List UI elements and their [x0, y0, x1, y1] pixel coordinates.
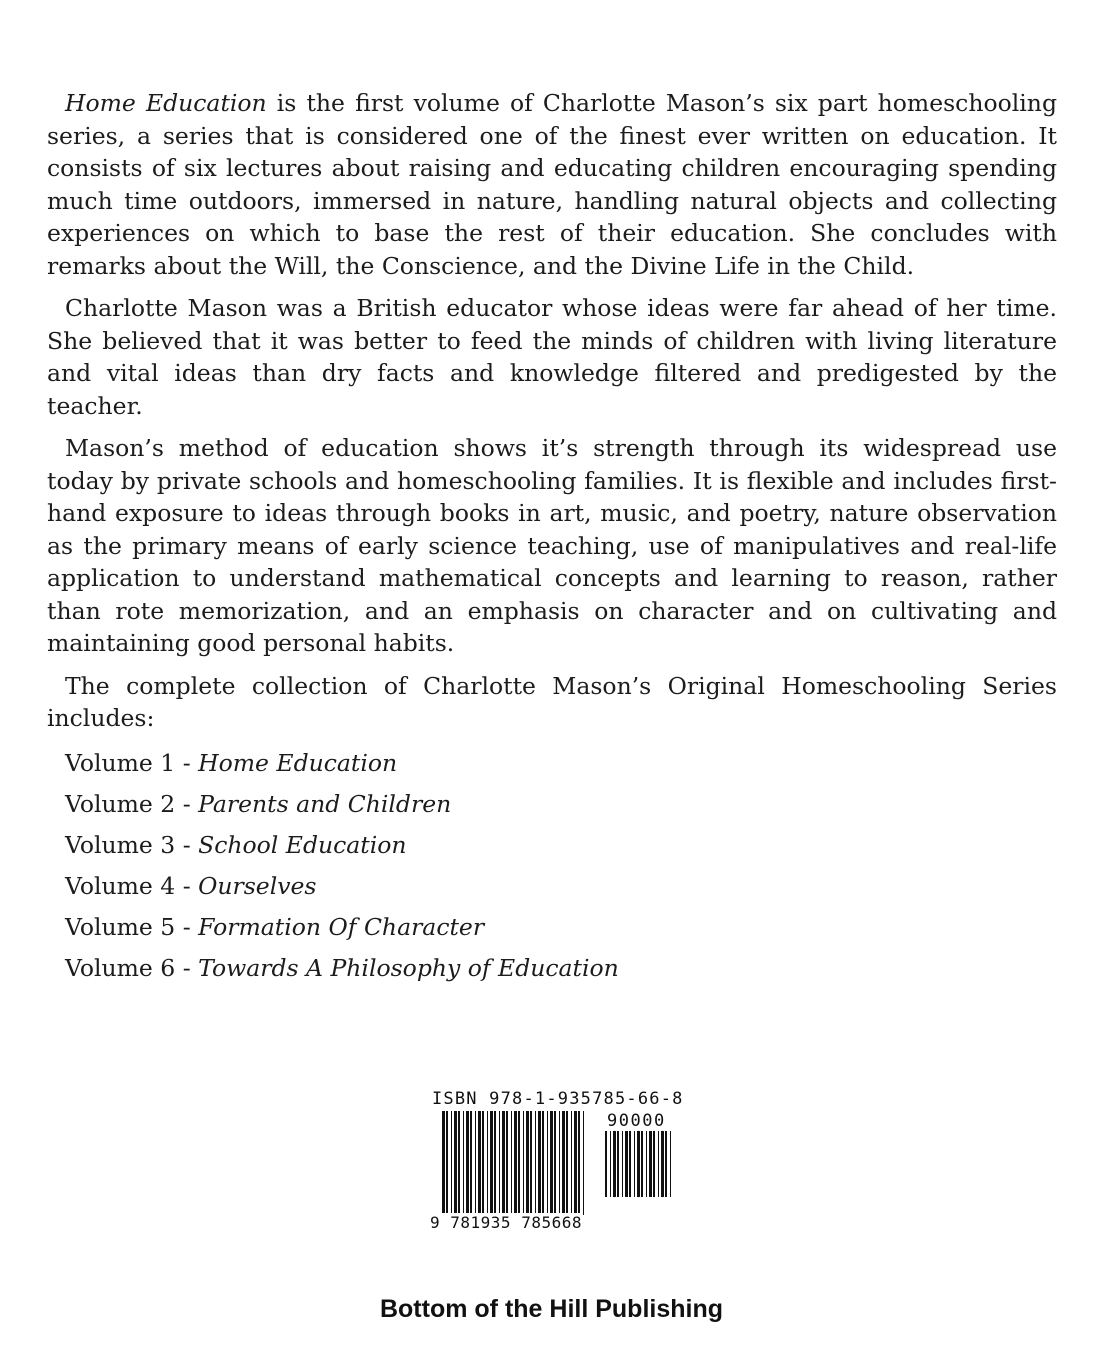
barcode-bar [526, 1111, 529, 1215]
barcode-bar [478, 1111, 481, 1215]
barcode-bar [470, 1111, 472, 1215]
barcode-bar [605, 1131, 607, 1197]
barcode-bar [535, 1111, 536, 1215]
paragraph-collection: The complete collection of Charlotte Mason’s Original Homeschooling Series includes: [47, 671, 1057, 732]
list-item: Volume 1 - Home Education [65, 748, 398, 777]
barcode-bar [511, 1111, 512, 1215]
barcode-bar [502, 1111, 505, 1215]
barcode-bar [670, 1131, 671, 1197]
barcode-bar [547, 1111, 548, 1215]
addon-barcode [605, 1131, 675, 1231]
barcode-bar [458, 1111, 460, 1215]
barcode-bar [487, 1111, 488, 1215]
isbn-text: ISBN 978-1-935785-66-8 [432, 1089, 684, 1109]
barcode-bar [454, 1111, 457, 1215]
barcode-bar [506, 1111, 508, 1215]
barcode-bar [475, 1111, 476, 1215]
barcode-bar [523, 1111, 524, 1215]
barcode-bar [499, 1111, 500, 1215]
barcode-bar [559, 1111, 560, 1215]
list-item: Volume 6 - Towards A Philosophy of Education [65, 953, 619, 982]
barcode-bar [610, 1131, 611, 1197]
barcode-bar [451, 1111, 452, 1215]
barcode-bar [646, 1131, 647, 1197]
barcode-bar [530, 1111, 532, 1215]
paragraph-intro: Home Education is the first volume of Charlotte Mason’s six part homeschooling series, a series that is considered one of the finest ever written on education. It consists of six lectures about raising and educating children encouraging spending much time outdoors, immersed in nature, handling natural objects and collecting experiences on which to base the rest of their education. She concludes with remarks about the Will, the Conscience, and the Divine Life in the Child. [47, 89, 1057, 280]
barcode-bar [613, 1131, 616, 1197]
barcode-bar [514, 1111, 517, 1229]
barcode-bar [562, 1111, 565, 1215]
barcode-bar [658, 1131, 659, 1197]
barcode-bar [583, 1111, 584, 1215]
barcode-bar [649, 1131, 652, 1197]
barcode-bar [574, 1111, 577, 1215]
barcode-bar [566, 1111, 568, 1215]
list-item: Volume 2 - Parents and Children [65, 789, 452, 818]
barcode-bar [518, 1111, 520, 1229]
barcode-bar [542, 1111, 544, 1215]
barcode-bar [661, 1131, 664, 1197]
barcode-bar [625, 1131, 628, 1197]
ean-digits: 9 781935 785668 [430, 1213, 582, 1232]
barcode-bar [637, 1131, 640, 1197]
barcode-bar [442, 1111, 445, 1229]
price-addon-digits: 90000 [607, 1111, 666, 1131]
barcode-bar [550, 1111, 553, 1215]
book-description [47, 87, 1057, 989]
barcode-bar [665, 1131, 667, 1197]
list-item: Volume 4 - Ourselves [65, 871, 317, 900]
barcode-bar [629, 1131, 631, 1197]
list-item: Volume 3 - School Education [65, 830, 407, 859]
barcode-bar [466, 1111, 469, 1215]
barcode-bar [578, 1111, 580, 1215]
barcode-bar [490, 1111, 493, 1215]
barcode-bar [571, 1111, 572, 1215]
book-title-inline: Home Education [65, 89, 267, 117]
barcode-bar [482, 1111, 484, 1215]
barcode-bar [617, 1131, 619, 1197]
barcode-bar [622, 1131, 623, 1197]
barcode-bar [653, 1131, 655, 1197]
barcode-bar [494, 1111, 496, 1215]
barcode-bar [554, 1111, 556, 1215]
paragraph-about-author: Charlotte Mason was a British educator whose ideas were far ahead of her time. She believed that it was better to feed the minds of children with living literature and vital ideas than dry facts and knowledge filtered and predigested by the teacher. [47, 294, 1057, 420]
barcode-bar [634, 1131, 635, 1197]
barcode-bar [538, 1111, 541, 1215]
barcode-bar [446, 1111, 448, 1229]
paragraph-method: Mason’s method of education shows it’s strength through its widespread use today by private schools and homeschooling families. It is flexible and includes first-hand exposure to ideas through books in art, music, and poetry, nature observation as the primary means of early science teaching, use of manipulatives and real-life application to understand mathematical concepts and learning to reason, rather than rote memorization, and an emphasis on character and on cultivating and maintaining good personal habits. [47, 434, 1057, 657]
barcode-bar [463, 1111, 464, 1215]
list-item: Volume 5 - Formation Of Character [65, 912, 485, 941]
publisher-name: Bottom of the Hill Publishing [379, 1295, 724, 1323]
barcode-bar [641, 1131, 643, 1197]
volume-list [47, 743, 1057, 989]
